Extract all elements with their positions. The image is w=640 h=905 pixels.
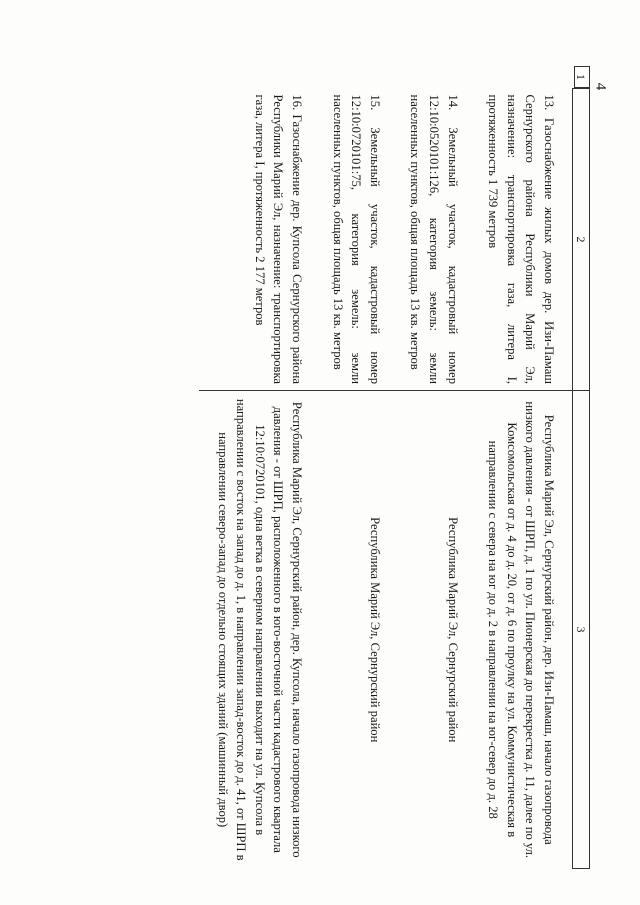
header-row [573, 89, 590, 869]
header-col-2: 2 [573, 89, 590, 391]
table-row [392, 89, 470, 869]
page-number: 4 [592, 82, 609, 91]
row-location: Республика Марий Эл, Сернурский район, дер. Изи-Памаш, начало газопровода низкого давления - от ШРП, д. 1 по ул. Пионерская до перекрестка д. 11, далее по ул. Комсомольская от д. 4 до д. 20, от д. 6 по проулку на ул. Коммунистическая в направлении с севера на юг до д. 2 в направлении на юг-север до д. 28 [470, 391, 566, 869]
row-location: Республика Марий Эл, Сернурский район [392, 391, 470, 869]
column-1-marker: 1 [574, 66, 590, 88]
table-row [199, 89, 314, 869]
row-description: 15. Земельный участок, кадастровый номер 12:10:0720101:75, категория земель: земли населенных пунктов, общая площадь 13 кв. метров [330, 94, 382, 384]
header-col-3: 3 [573, 391, 590, 869]
table-row [470, 89, 566, 869]
row-location: Республика Марий Эл, Сернурский район, дер. Купсола, начало газопровода низкого давления - от ШРП, расположенного в юго-восточной части кадастрового квартала 12:10:0720101, одна ветка в северном направлении выходит на ул. Купсола в направлении с восток на запад до д. 1, в направлении запад-восток до д. 41, от ШРП в направлении северо-запад до отдельно стоящих зданий (машинный двор) [199, 391, 314, 869]
row-description: 16. Газоснабжение дер. Купсола Сернурского района Республики Марий Эл, назначение: транспортировка газа, литера I, протяженность 2 177 метров [252, 94, 305, 384]
table-row [314, 89, 392, 869]
row-location: Республика Марий Эл, Сернурский район [314, 391, 392, 869]
row-description: 14. Земельный участок, кадастровый номер 12:10:0520101:126, категория земель: земли населенных пунктов, общая площадь 13 кв. метров [408, 94, 460, 384]
property-table [199, 88, 590, 869]
row-description: 13. Газоснабжение жилых домов дер. Изи-Памаш Сернурского района Республики Марий Эл, назначение: транспортировка газа, литера I, протяженность 1 739 метров [486, 94, 556, 384]
rotated-table-container [110, 74, 590, 868]
